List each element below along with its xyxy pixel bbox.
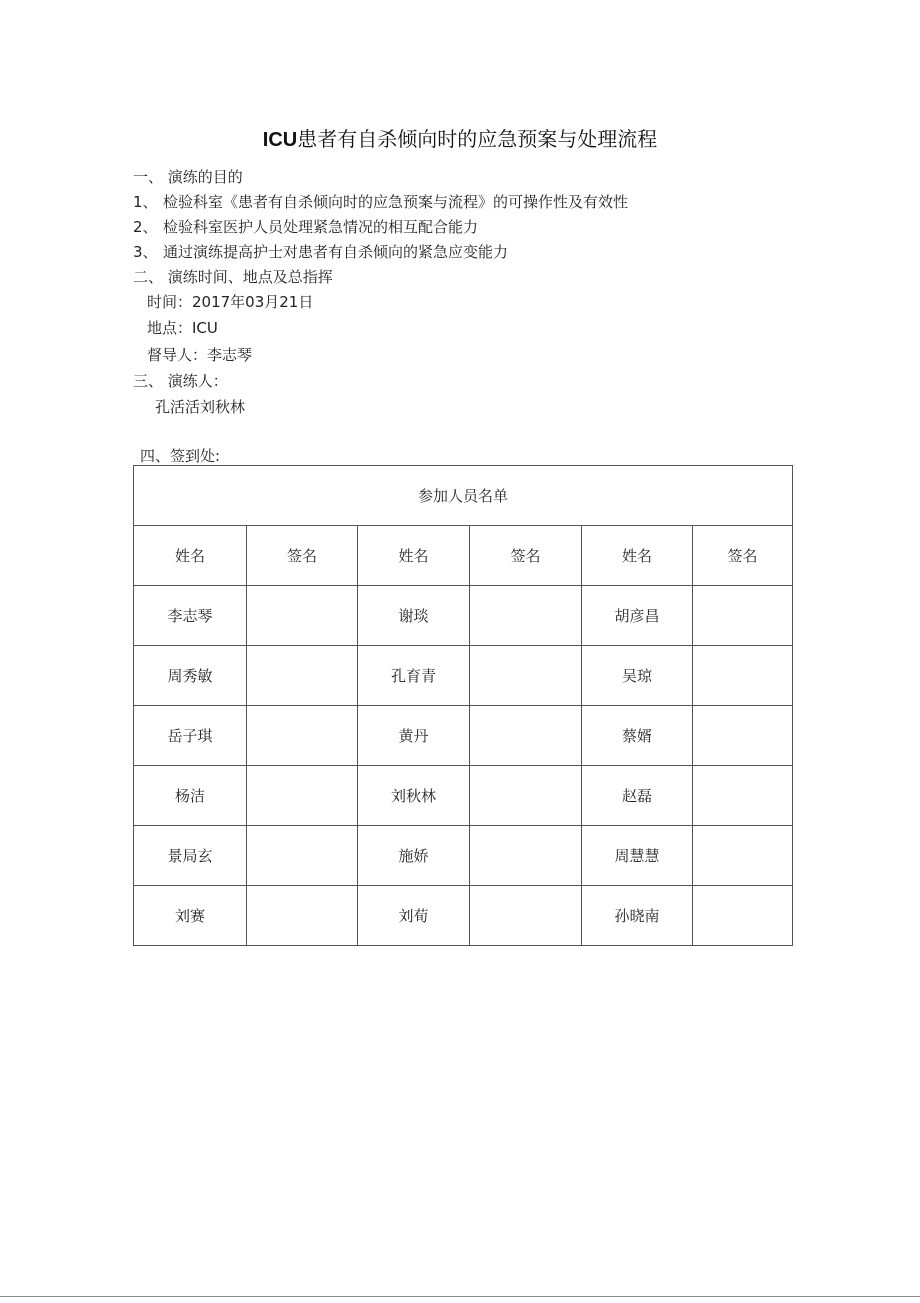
table-caption: 参加人员名单 xyxy=(134,466,793,526)
header-signature: 签名 xyxy=(247,526,358,586)
participant-name: 胡彦昌 xyxy=(582,586,693,646)
table-header-row xyxy=(134,526,793,586)
drill-time: 时间：2017年03月21日 xyxy=(147,293,314,311)
item-text: 检验科室《患者有自杀倾向时的应急预案与流程》的可操作性及有效性 xyxy=(163,193,629,211)
participant-name: 谢琰 xyxy=(358,586,470,646)
signature-cell[interactable] xyxy=(693,646,793,706)
participant-name: 刘秋林 xyxy=(358,766,470,826)
section3-heading: 三、 演练人： xyxy=(133,372,228,390)
table-row xyxy=(134,646,793,706)
signature-cell[interactable] xyxy=(247,586,358,646)
table-row xyxy=(134,766,793,826)
title-prefix: ICU xyxy=(262,129,298,151)
participant-name: 岳子琪 xyxy=(134,706,247,766)
participant-name: 周秀敏 xyxy=(134,646,247,706)
participant-name: 黄丹 xyxy=(358,706,470,766)
table-row xyxy=(134,706,793,766)
table-row xyxy=(134,886,793,946)
header-signature: 签名 xyxy=(693,526,793,586)
participant-name: 刘荀 xyxy=(358,886,470,946)
section1-item-1 xyxy=(133,192,628,212)
signature-cell[interactable] xyxy=(470,706,582,766)
signature-cell[interactable] xyxy=(247,766,358,826)
participant-name: 孔育青 xyxy=(358,646,470,706)
participant-name: 孙晓南 xyxy=(582,886,693,946)
signature-cell[interactable] xyxy=(693,766,793,826)
signature-cell[interactable] xyxy=(693,886,793,946)
section1-item-2 xyxy=(133,217,478,237)
section1-item-3 xyxy=(133,242,508,262)
signature-cell[interactable] xyxy=(470,766,582,826)
signature-cell[interactable] xyxy=(470,646,582,706)
signature-cell[interactable] xyxy=(247,826,358,886)
header-name: 姓名 xyxy=(582,526,693,586)
participant-name: 蔡婿 xyxy=(582,706,693,766)
participant-name: 吴琼 xyxy=(582,646,693,706)
item-number: 3、 xyxy=(133,243,158,261)
signature-cell[interactable] xyxy=(247,646,358,706)
signature-cell[interactable] xyxy=(470,586,582,646)
signature-cell[interactable] xyxy=(470,826,582,886)
signature-cell[interactable] xyxy=(693,586,793,646)
item-text: 检验科室医护人员处理紧急情况的相互配合能力 xyxy=(163,218,479,236)
participant-name: 施娇 xyxy=(358,826,470,886)
participant-name: 赵磊 xyxy=(582,766,693,826)
participant-name: 景局玄 xyxy=(134,826,247,886)
drill-place: 地点：ICU xyxy=(147,319,218,337)
item-number: 1、 xyxy=(133,193,158,211)
signature-cell[interactable] xyxy=(247,886,358,946)
section1-heading: 一、 演练的目的 xyxy=(133,168,243,186)
participant-name: 杨洁 xyxy=(134,766,247,826)
page-bottom-rule xyxy=(0,1296,920,1297)
attendance-table xyxy=(133,465,793,946)
participant-name: 李志琴 xyxy=(134,586,247,646)
section4-heading: 四、签到处: xyxy=(140,447,221,465)
item-number: 2、 xyxy=(133,218,158,236)
signature-cell[interactable] xyxy=(247,706,358,766)
title-text: 患者有自杀倾向时的应急预案与处理流程 xyxy=(297,127,658,151)
signature-cell[interactable] xyxy=(693,826,793,886)
signature-cell[interactable] xyxy=(693,706,793,766)
signature-cell[interactable] xyxy=(470,886,582,946)
header-signature: 签名 xyxy=(470,526,582,586)
document-title xyxy=(0,124,920,155)
header-name: 姓名 xyxy=(134,526,247,586)
header-name: 姓名 xyxy=(358,526,470,586)
participant-name: 周慧慧 xyxy=(582,826,693,886)
participant-name: 刘赛 xyxy=(134,886,247,946)
participants-names: 孔活活刘秋林 xyxy=(155,398,246,416)
item-text: 通过演练提高护士对患者有自杀倾向的紧急应变能力 xyxy=(163,243,509,261)
section2-heading: 二、 演练时间、地点及总指挥 xyxy=(133,268,333,286)
drill-supervisor: 督导人：李志琴 xyxy=(147,346,253,364)
table-row xyxy=(134,586,793,646)
table-row xyxy=(134,826,793,886)
